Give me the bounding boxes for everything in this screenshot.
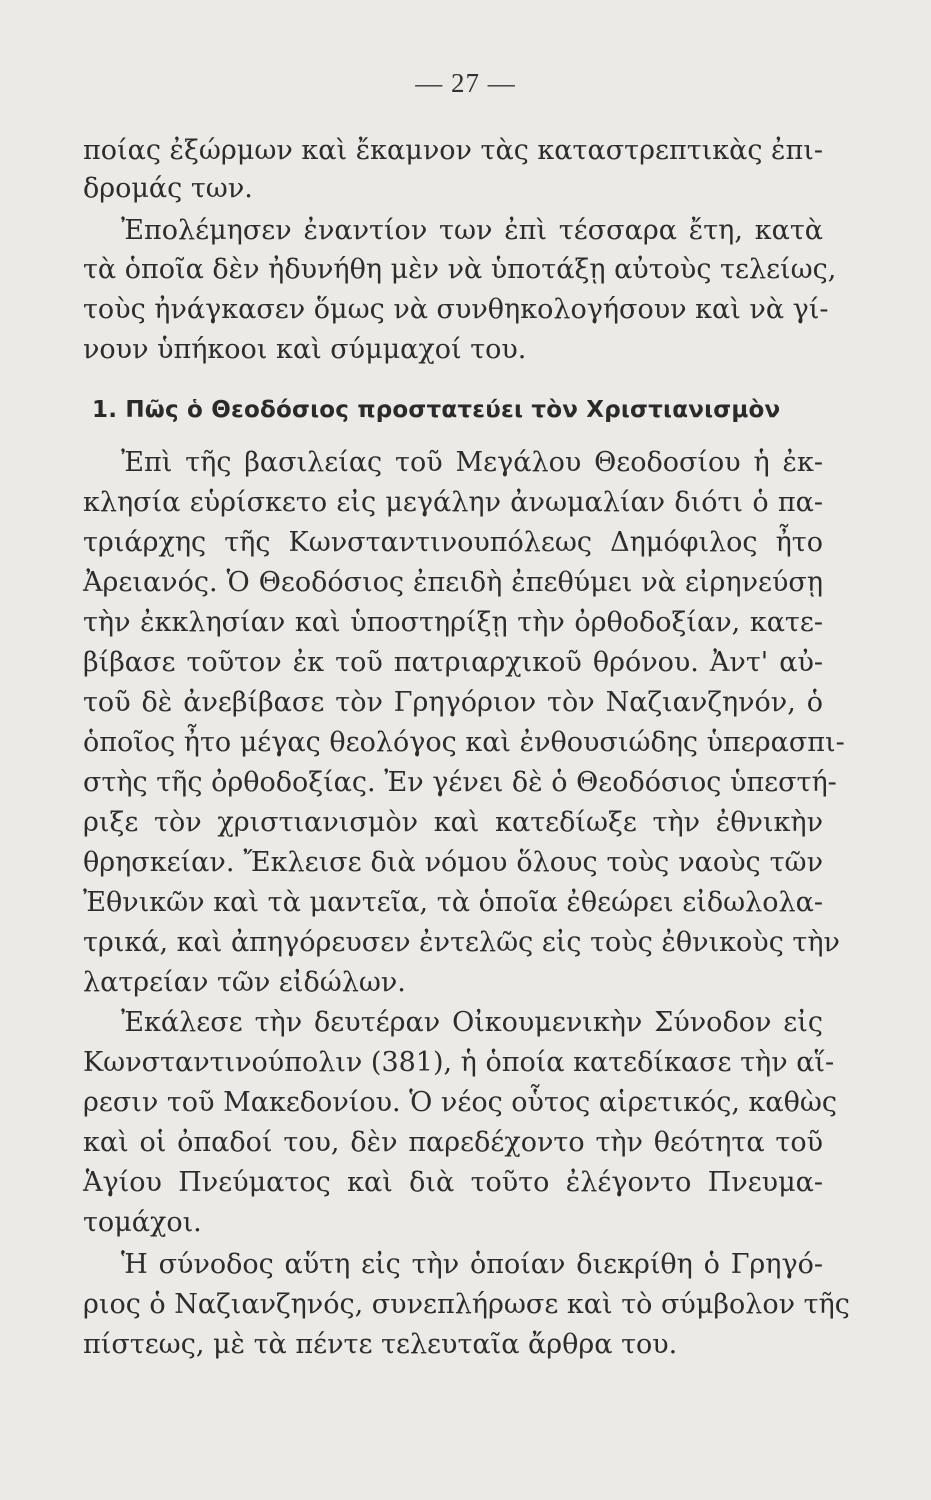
text-line: τρικά, καὶ ἀπηγόρευσεν ἐντελῶς εἰς τοὺς ἐθνικοὺς τὴν [83, 927, 840, 958]
text-line: βίβασε τοῦτον ἐκ τοῦ πατριαρχικοῦ θρόνου. Ἀντ' αὐ- [83, 647, 823, 678]
text-line: Ἐπὶ τῆς βασιλείας τοῦ Μεγάλου Θεοδοσίου ἡ ἐκ- [121, 447, 823, 478]
text-line: τοῦ δὲ ἀνεβίβασε τὸν Γρηγόριον τὸν Ναζιανζηνόν, ὁ [83, 687, 823, 718]
text-line: θρησκείαν. Ἔκλεισε διὰ νόμου ὅλους τοὺς ναοὺς τῶν [83, 847, 823, 878]
text-line: νουν ὑπήκοοι καὶ σύμμαχοί του. [83, 334, 527, 365]
text-line: ποίας ἐξώρμων καὶ ἔκαμνον τὰς καταστρεπτικὰς ἐπι- [83, 135, 823, 166]
page-number: — 27 — [415, 68, 516, 98]
section-heading: 1. Πῶς ὁ Θεοδόσιος προστατεύει τὸν Χριστιανισμὸν [92, 397, 781, 423]
text-line: Ἐθνικῶν καὶ τὰ μαντεῖα, τὰ ὁποῖα ἐθεώρει εἰδωλολα- [83, 887, 823, 918]
text-line: Ἁγίου Πνεύματος καὶ διὰ τοῦτο ἐλέγοντο Πνευμα- [83, 1167, 823, 1198]
text-line: τοὺς ἠνάγκασεν ὅμως νὰ συνθηκολογήσουν καὶ νὰ γί- [83, 294, 829, 325]
text-line: λατρείαν τῶν εἰδώλων. [83, 967, 406, 998]
text-line: ρεσιν τοῦ Μακεδονίου. Ὁ νέος οὗτος αἱρετικός, καθὼς [83, 1087, 837, 1118]
text-line: Κωνσταντινούπολιν (381), ἡ ὁποία κατεδίκασε τὴν αἵ- [83, 1047, 835, 1078]
text-line: τομάχοι. [83, 1207, 202, 1238]
text-line: Ἐκάλεσε τὴν δευτέραν Οἰκουμενικὴν Σύνοδον εἰς [121, 1007, 823, 1038]
text-line: Ἀρειανός. Ὁ Θεοδόσιος ἐπειδὴ ἐπεθύμει νὰ εἰρηνεύσῃ [83, 567, 823, 598]
text-line: κλησία εὑρίσκετο εἰς μεγάλην ἀνωμαλίαν διότι ὁ πα- [83, 487, 823, 518]
text-line: δρομάς των. [83, 173, 253, 204]
text-line: ριξε τὸν χριστιανισμὸν καὶ κατεδίωξε τὴν ἐθνικὴν [83, 807, 823, 838]
text-line: Ἐπολέμησεν ἐναντίον των ἐπὶ τέσσαρα ἔτη, κατὰ [121, 215, 823, 246]
text-line: τριάρχης τῆς Κωνσταντινουπόλεως Δημόφιλος ἦτο [83, 527, 823, 558]
text-line: καὶ οἱ ὀπαδοί του, δὲν παρεδέχοντο τὴν θεότητα τοῦ [83, 1127, 823, 1158]
text-line: ὁποῖος ἦτο μέγας θεολόγος καὶ ἐνθουσιώδης ὑπερασπι- [83, 727, 845, 758]
text-line: τὴν ἐκκλησίαν καὶ ὑποστηρίξῃ τὴν ὀρθοδοξίαν, κατε- [83, 607, 823, 638]
text-line: πίστεως, μὲ τὰ πέντε τελευταῖα ἄρθρα του. [83, 1329, 678, 1360]
text-line: ριος ὁ Ναζιανζηνός, συνεπλήρωσε καὶ τὸ σύμβολον τῆς [83, 1289, 850, 1320]
text-line: Ἡ σύνοδος αὕτη εἰς τὴν ὁποίαν διεκρίθη ὁ Γρηγό- [121, 1249, 823, 1280]
text-line: τὰ ὁποῖα δὲν ἠδυνήθη μὲν νὰ ὑποτάξῃ αὐτοὺς τελείως, [83, 254, 837, 285]
text-line: στὴς τῆς ὀρθοδοξίας. Ἐν γένει δὲ ὁ Θεοδόσιος ὑπεστή- [83, 767, 837, 798]
